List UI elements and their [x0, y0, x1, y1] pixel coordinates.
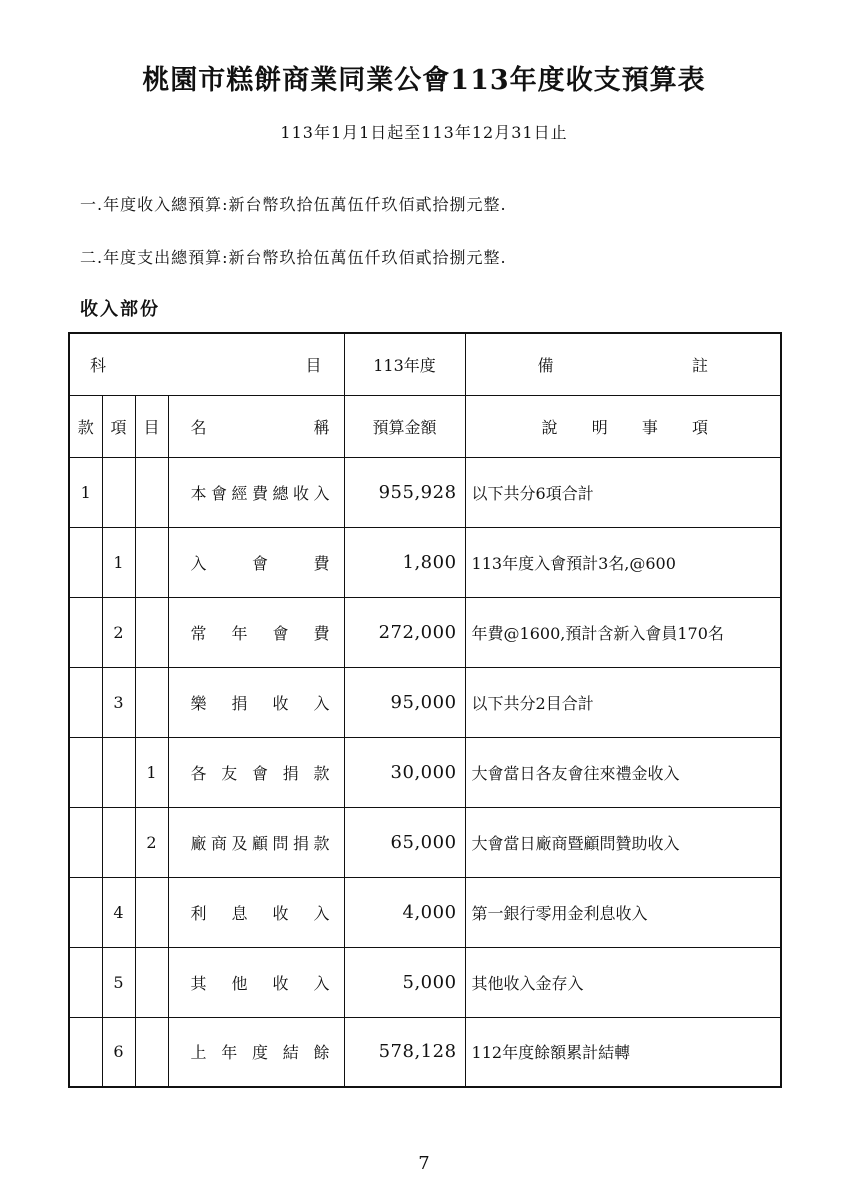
item-name-char: 入 — [313, 973, 330, 993]
amount-cell: 30,000 — [344, 737, 465, 807]
subject-header-right: 目 — [305, 355, 322, 375]
kuan-cell — [69, 597, 102, 667]
income-budget-table — [68, 332, 782, 1088]
explain-char-3: 事 — [641, 417, 658, 437]
item-name-char: 常 — [190, 623, 207, 643]
item-name-char: 會 — [252, 763, 269, 783]
note-cell: 以下共分2目合計 — [465, 667, 781, 737]
mu-cell — [135, 527, 168, 597]
item-name-char: 顧 — [252, 833, 269, 853]
item-name-char: 入 — [313, 903, 330, 923]
item-name-char: 收 — [293, 483, 310, 503]
item-name-char: 息 — [231, 903, 248, 923]
xiang-cell: 2 — [102, 597, 135, 667]
mu-header: 目 — [135, 395, 168, 457]
item-name-char: 總 — [272, 483, 289, 503]
item-name-char: 入 — [313, 693, 330, 713]
item-name-cell — [168, 807, 344, 877]
item-name-char: 商 — [211, 833, 228, 853]
amount-cell: 5,000 — [344, 947, 465, 1017]
mu-cell — [135, 1017, 168, 1087]
section-title: 收入部份 — [80, 299, 160, 320]
item-name-char: 年 — [221, 1043, 238, 1063]
item-name-cell — [168, 947, 344, 1017]
item-name-char: 友 — [221, 763, 238, 783]
table-row — [69, 597, 781, 667]
item-name-char: 捐 — [231, 693, 248, 713]
item-name-char: 餘 — [313, 1043, 330, 1063]
explain-char-4: 項 — [692, 417, 709, 437]
item-name-char: 費 — [313, 553, 330, 573]
name-header-right: 稱 — [313, 417, 330, 437]
item-name — [191, 691, 330, 714]
item-name-char: 年 — [231, 623, 248, 643]
table-row — [69, 877, 781, 947]
xiang-cell: 5 — [102, 947, 135, 1017]
kuan-cell — [69, 527, 102, 597]
expense-total-line: 二.年度支出總預算:新台幣玖拾伍萬伍仟玖佰貳拾捌元整. — [80, 248, 507, 267]
kuan-cell: 1 — [69, 457, 102, 527]
item-name-char: 收 — [272, 903, 289, 923]
table-row — [69, 457, 781, 527]
item-name-char: 結 — [282, 1043, 299, 1063]
mu-cell — [135, 667, 168, 737]
table-row — [69, 1017, 781, 1087]
mu-cell: 2 — [135, 807, 168, 877]
year-header: 113年度 — [344, 333, 465, 395]
item-name-char: 經 — [231, 483, 248, 503]
name-header-left: 名 — [190, 417, 207, 437]
mu-cell — [135, 457, 168, 527]
remark-header-right: 註 — [692, 355, 709, 375]
amount-header: 預算金額 — [344, 395, 465, 457]
note-cell: 年費@1600,預計含新入會員170名 — [465, 597, 781, 667]
item-name-cell — [168, 457, 344, 527]
page-number: 7 — [418, 1153, 430, 1174]
item-name-cell — [168, 597, 344, 667]
mu-cell — [135, 597, 168, 667]
item-name-cell — [168, 667, 344, 737]
item-name — [191, 761, 330, 784]
amount-cell: 65,000 — [344, 807, 465, 877]
explain-header — [465, 395, 781, 457]
item-name — [191, 831, 330, 854]
amount-cell: 272,000 — [344, 597, 465, 667]
item-name — [191, 1040, 330, 1063]
kuan-cell — [69, 667, 102, 737]
item-name-char: 廠 — [190, 833, 207, 853]
note-cell: 大會當日廠商暨顧問贊助收入 — [465, 807, 781, 877]
item-name-char: 費 — [252, 483, 269, 503]
table-row — [69, 667, 781, 737]
budget-period: 113年1月1日起至113年12月31日止 — [280, 123, 568, 142]
item-name-char: 利 — [190, 903, 207, 923]
item-name-char: 捐 — [293, 833, 310, 853]
item-name-char: 各 — [190, 763, 207, 783]
xiang-cell: 3 — [102, 667, 135, 737]
amount-cell: 1,800 — [344, 527, 465, 597]
xiang-header: 項 — [102, 395, 135, 457]
mu-cell — [135, 877, 168, 947]
item-name-char: 費 — [313, 623, 330, 643]
xiang-cell: 1 — [102, 527, 135, 597]
item-name-char: 本 — [190, 483, 207, 503]
table-row — [69, 807, 781, 877]
item-name-char: 捐 — [282, 763, 299, 783]
table-row — [69, 947, 781, 1017]
table-row — [69, 527, 781, 597]
item-name-char: 其 — [190, 973, 207, 993]
item-name-char: 收 — [272, 693, 289, 713]
item-name-char: 會 — [252, 553, 269, 573]
table-row — [69, 737, 781, 807]
income-total-line: 一.年度收入總預算:新台幣玖拾伍萬伍仟玖佰貳拾捌元整. — [80, 195, 507, 214]
xiang-cell — [102, 807, 135, 877]
note-cell: 112年度餘額累計結轉 — [465, 1017, 781, 1087]
note-cell: 其他收入金存入 — [465, 947, 781, 1017]
kuan-header: 款 — [69, 395, 102, 457]
item-name-char: 款 — [313, 833, 330, 853]
item-name-char: 款 — [313, 763, 330, 783]
note-cell: 大會當日各友會往來禮金收入 — [465, 737, 781, 807]
item-name-char: 收 — [272, 973, 289, 993]
item-name-cell — [168, 527, 344, 597]
kuan-cell — [69, 877, 102, 947]
note-cell: 以下共分6項合計 — [465, 457, 781, 527]
mu-cell: 1 — [135, 737, 168, 807]
amount-cell: 95,000 — [344, 667, 465, 737]
amount-cell: 578,128 — [344, 1017, 465, 1087]
item-name — [191, 901, 330, 924]
item-name-char: 會 — [272, 623, 289, 643]
xiang-cell: 6 — [102, 1017, 135, 1087]
item-name — [191, 551, 330, 574]
note-cell: 113年度入會預計3名,@600 — [465, 527, 781, 597]
header-row-top — [69, 333, 781, 395]
remark-header — [465, 333, 781, 395]
item-name-cell — [168, 1017, 344, 1087]
amount-cell: 955,928 — [344, 457, 465, 527]
item-name-cell — [168, 877, 344, 947]
explain-char-2: 明 — [591, 417, 608, 437]
kuan-cell — [69, 1017, 102, 1087]
item-name-char: 入 — [190, 553, 207, 573]
amount-cell: 4,000 — [344, 877, 465, 947]
item-name-char: 上 — [190, 1043, 207, 1063]
explain-char-1: 說 — [541, 417, 558, 437]
remark-header-left: 備 — [537, 355, 554, 375]
kuan-cell — [69, 807, 102, 877]
item-name — [191, 621, 330, 644]
header-row-bottom — [69, 395, 781, 457]
kuan-cell — [69, 947, 102, 1017]
name-header — [168, 395, 344, 457]
item-name-char: 入 — [313, 483, 330, 503]
item-name-char: 會 — [211, 483, 228, 503]
item-name-char: 樂 — [190, 693, 207, 713]
table-body — [69, 457, 781, 1087]
xiang-cell — [102, 737, 135, 807]
item-name-char: 及 — [231, 833, 248, 853]
note-cell: 第一銀行零用金利息收入 — [465, 877, 781, 947]
item-name — [191, 971, 330, 994]
item-name-char: 問 — [272, 833, 289, 853]
kuan-cell — [69, 737, 102, 807]
item-name-char: 度 — [252, 1043, 269, 1063]
mu-cell — [135, 947, 168, 1017]
subject-header — [69, 333, 344, 395]
page-title: 桃園市糕餅商業同業公會113年度收支預算表 — [142, 65, 706, 96]
subject-header-left: 科 — [90, 355, 107, 375]
xiang-cell: 4 — [102, 877, 135, 947]
item-name — [191, 481, 330, 504]
xiang-cell — [102, 457, 135, 527]
item-name-char: 他 — [231, 973, 248, 993]
item-name-cell — [168, 737, 344, 807]
